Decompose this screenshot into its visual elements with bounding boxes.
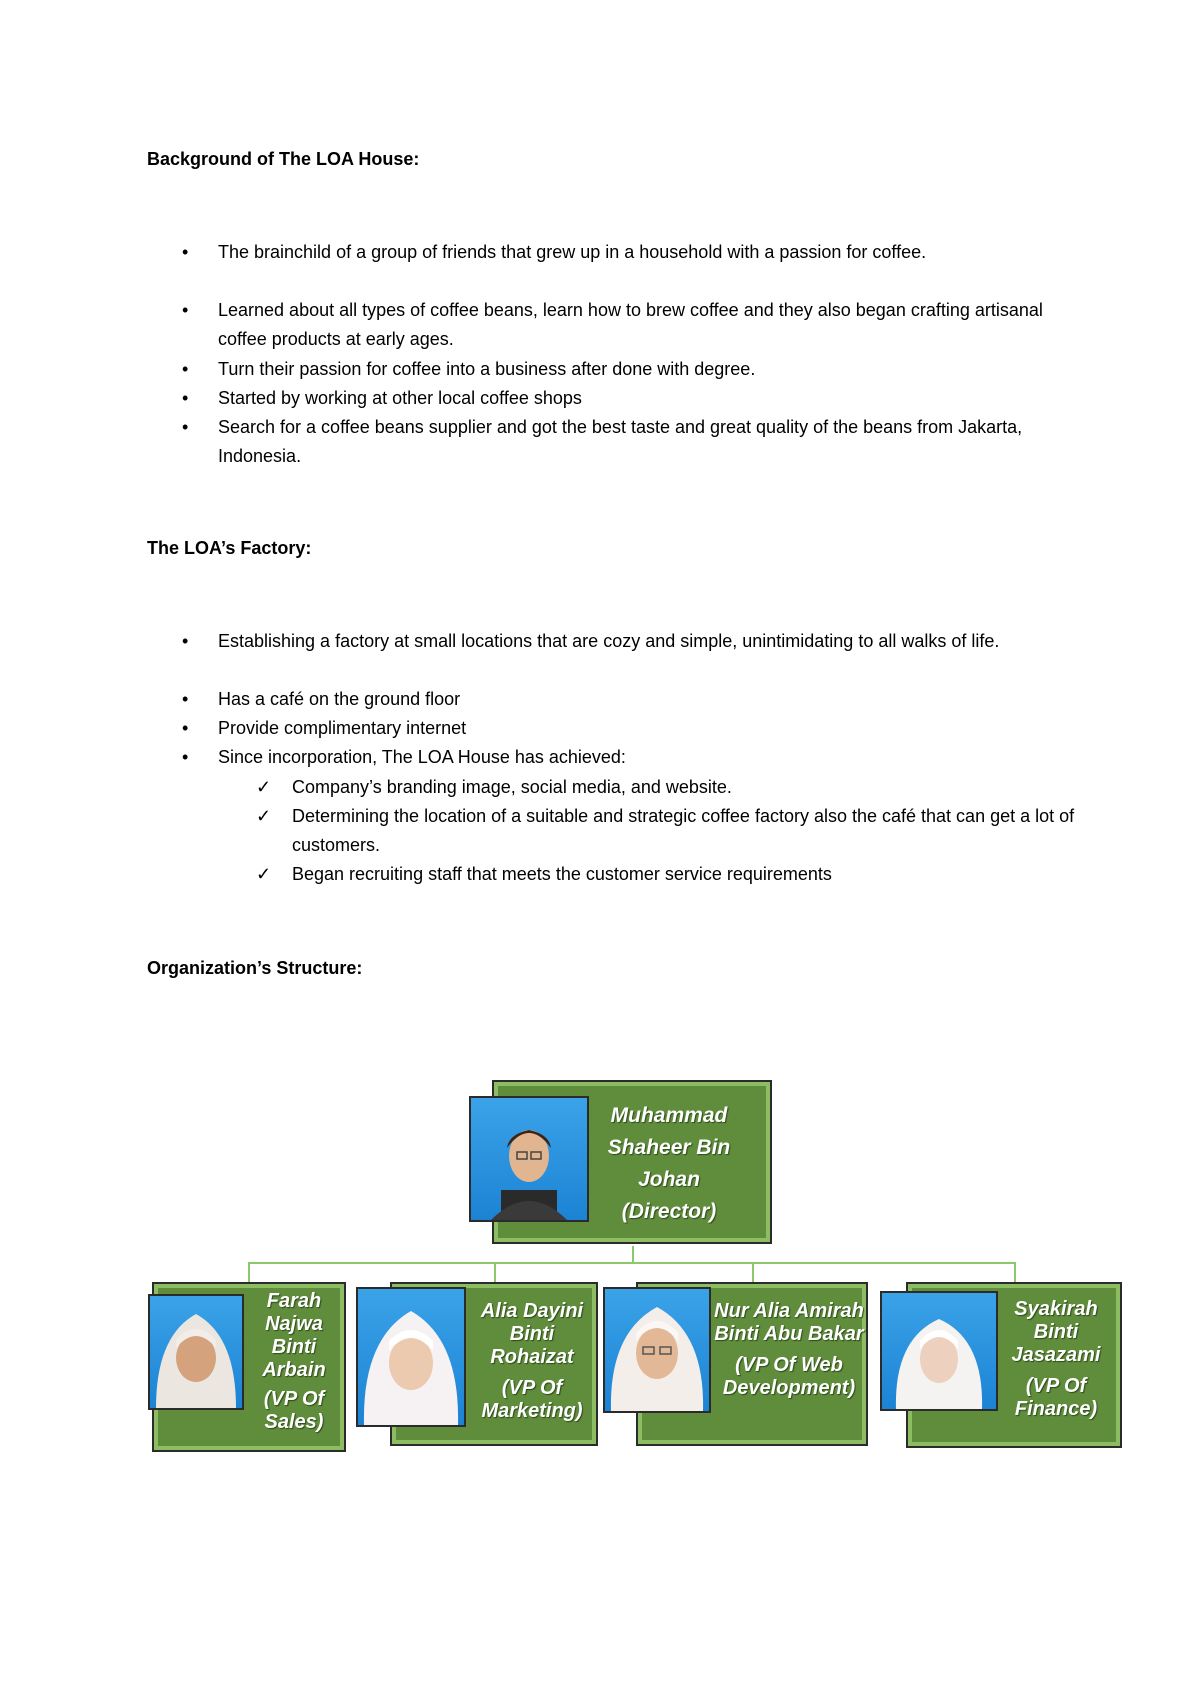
connector-line [1014, 1262, 1016, 1282]
check-item [256, 802, 1092, 860]
list-item: • Started by working at other local coffee shops [218, 384, 1078, 413]
connector-line [752, 1262, 754, 1282]
org-name-member [246, 1290, 342, 1434]
checkmark-icon: ✓ [256, 777, 272, 797]
org-name-member [468, 1300, 596, 1423]
list-item: • Provide complimentary internet [218, 714, 1078, 743]
check-item [256, 773, 1092, 802]
check-item [256, 860, 1092, 889]
connector-line [632, 1246, 634, 1262]
list-item: • The brainchild of a group of friends that grew up in a household with a passion for coffee. [218, 238, 1078, 267]
org-name-director [594, 1100, 744, 1228]
check-item-text: Company’s branding image, social media, and website. [292, 777, 732, 797]
heading-factory: The LOA’s Factory: [147, 538, 312, 558]
connector-line [248, 1262, 1016, 1264]
member-name: Syakirah Binti Jasazami [1011, 1298, 1101, 1366]
checkmark-icon: ✓ [256, 864, 272, 884]
member-role: (VP Of Marketing) [481, 1377, 583, 1422]
list-item: • Search for a coffee beans supplier and got the best taste and great quality of the beans from Jakarta, Indonesia. [218, 413, 1078, 471]
checkmark-icon: ✓ [256, 806, 272, 826]
member-name: Muhammad Shaheer Bin Johan [607, 1104, 731, 1191]
member-name: Farah Najwa Binti Arbain [262, 1290, 326, 1381]
list-item: • Turn their passion for coffee into a business after done with degree. [218, 355, 1078, 384]
org-name-member [710, 1300, 868, 1400]
avatar [880, 1291, 998, 1411]
list-item: • Has a café on the ground floor [218, 685, 1078, 714]
member-role: (VP Of Web Development) [722, 1354, 856, 1399]
member-role: (VP Of Finance) [1014, 1375, 1098, 1420]
check-item-text: Determining the location of a suitable and strategic coffee factory also the café that can get a lot of customers. [292, 806, 1075, 855]
list-item: • Since incorporation, The LOA House has achieved: [218, 743, 1078, 772]
connector-line [248, 1262, 250, 1282]
member-name: Nur Alia Amirah Binti Abu Bakar [714, 1300, 864, 1345]
member-name: Alia Dayini Binti Rohaizat [480, 1300, 584, 1368]
member-role: (VP Of Sales) [263, 1388, 325, 1433]
check-item-text: Began recruiting staff that meets the customer service requirements [292, 864, 832, 884]
member-role: (Director) [621, 1200, 717, 1223]
list-item: • Learned about all types of coffee beans, learn how to brew coffee and they also began crafting artisanal coffee products at early ages. [218, 296, 1078, 354]
avatar [469, 1096, 589, 1222]
avatar [603, 1287, 711, 1413]
list-item: • Establishing a factory at small locations that are cozy and simple, unintimidating to all walks of life. [218, 627, 1078, 656]
avatar [148, 1294, 244, 1410]
avatar [356, 1287, 466, 1427]
heading-org-structure: Organization’s Structure: [147, 958, 363, 978]
connector-line [494, 1262, 496, 1282]
org-name-member [996, 1298, 1116, 1421]
heading-background: Background of The LOA House: [147, 149, 420, 169]
